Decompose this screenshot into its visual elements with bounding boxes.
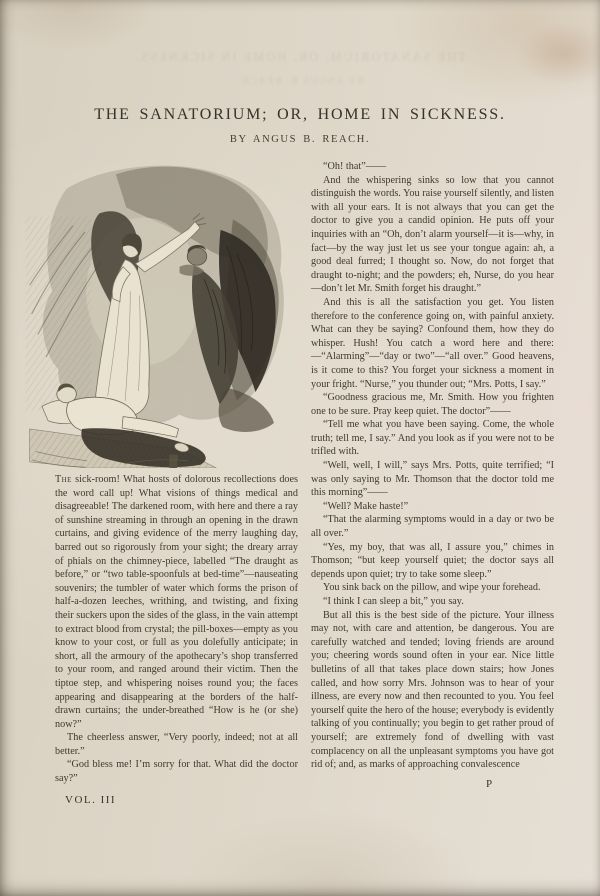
body-paragraph: “Yes, my boy, that was all, I assure you,” chimes in Thomson; “but keep yourself quiet; the doctor says all depends upon quiet; try to take some sleep.” [311,541,554,580]
body-paragraph: And the whispering sinks so low that you cannot distinguish the words. You raise yourself silently, and listen with all your ears. It is not always that you can get the doctor to give you a candid opinion. He puts off your inquiries with an “Oh, don’t alarm yourself—it is—why, in fact—by the way just let us see your tongue again: ah, a good deal furred; I thought so. Now, do not forget that draught to-night; and the powders; eh, Nurse, do you hear—don’t let Mr. Smith forget his draught.” [311,174,554,295]
text-columns [0,145,600,807]
paragraph-lead: The [55,474,72,485]
showthrough-text: BY ANGUS B. REACH. [236,76,364,87]
body-paragraph [55,473,298,731]
body-paragraph: “I think I can sleep a bit,” you say. [323,596,464,607]
article-title: THE SANATORIUM; OR, HOME IN SICKNESS. [94,106,506,123]
body-paragraph: The cheerless answer, “Very poorly, indeed; not at all better.” [55,732,298,757]
showthrough-text: THE SANATORIUM; OR, HOME IN SICKNESS. [134,50,466,64]
body-paragraph: “Well? Make haste!” [323,500,409,512]
body-paragraph: “Goodness gracious me, Mr. Smith. How you frighten one to be sure. Pray keep quiet. The doctor”—— [311,392,554,417]
printer-signature: P [485,777,494,790]
body-paragraph: “Oh! that”—— [323,161,387,172]
body-paragraph: “Tell me what you have been saying. Come, the whole truth; tell me, I say.” And you look as if you were not to be trifled with. [311,419,554,458]
page-header [0,106,600,145]
body-paragraph: You sink back on the pillow, and wipe your forehead. [323,582,541,594]
body-paragraph: “Well, well, I will,” says Mrs. Potts, quite terrified; “I was only saying to Mr. Thomson that the doctor told me this morning”—— [311,460,554,499]
body-paragraph: “That the alarming symptoms would in a day or two be all over.” [311,514,554,540]
sickroom-dream-engraving [25,160,293,468]
paragraph-text: sick-room! What hosts of dolorous recollections does the word call up! What visions of things medical and disagreeable! The darkened room, with here and there a ray of sunshine streaming in through an opening in the drawn curtains, and giving evidence of the merry laughing day, barred out so rigorously from your sight; the dreary array of phials on the chimney-piece, labelled “The draught as before,” or “two table-spoonfuls at bed-time”—nauseating souvenirs; the tumbler of water which forms the prison of half-a-dozen leeches, writhing, and twisting, and fixing their suckers upon the sides of the glass, in the vain attempt to extract blood from crystal; the pill-boxes—empty as you know to your cost, or full as you dolefully anticipate; in short, all the armoury of the apothecary’s shop transferred to your room, and ranged around their victim. Then the tiptoe step, and whispering noises round you; the faces appearing and disappearing at the borders of the half-drawn curtains; the under-breathed “How is he (or she) now?” [55,474,298,730]
engraving-image [25,160,293,468]
body-paragraph: And this is all the satisfaction you get. You listen therefore to the conference going on, with painful anxiety. What can they be saying? Confound them, how they do whisper. Hush! You catch a word here and there:—“Alarming”—“day or two”—“all over.” Good heavens, is it come to this? You forget your sickness a moment in your fright. “Nurse,” you thunder out; “Mrs. Potts, I say.” [311,296,554,390]
article-byline: BY ANGUS B. REACH. [229,134,371,145]
left-column [55,160,298,807]
volume-label: VOL. III [65,793,117,806]
body-paragraph: “God bless me! I’m sorry for that. What did the doctor say?” [55,759,298,785]
right-column [311,160,554,807]
body-paragraph: But all this is the best side of the picture. Your illness may not, with care and attention, be dangerous. You are carefully watched and tended; loving friends are around you; cheering words sound often in your ear. Nice little bulletins of all that takes place down stairs; how Jones called, and how sorry Mrs. Johnson was to hear of your illness, are every now and then recounted to you. You feel yourself quite the hero of the house; everybody is evidently talking of you continually; you begin to get rather proud of yourself; are extremely fond of dwelling with vast complacency on all the unpleasant symptoms you have got rid of; and, as marks of approaching convalescence [311,609,554,771]
